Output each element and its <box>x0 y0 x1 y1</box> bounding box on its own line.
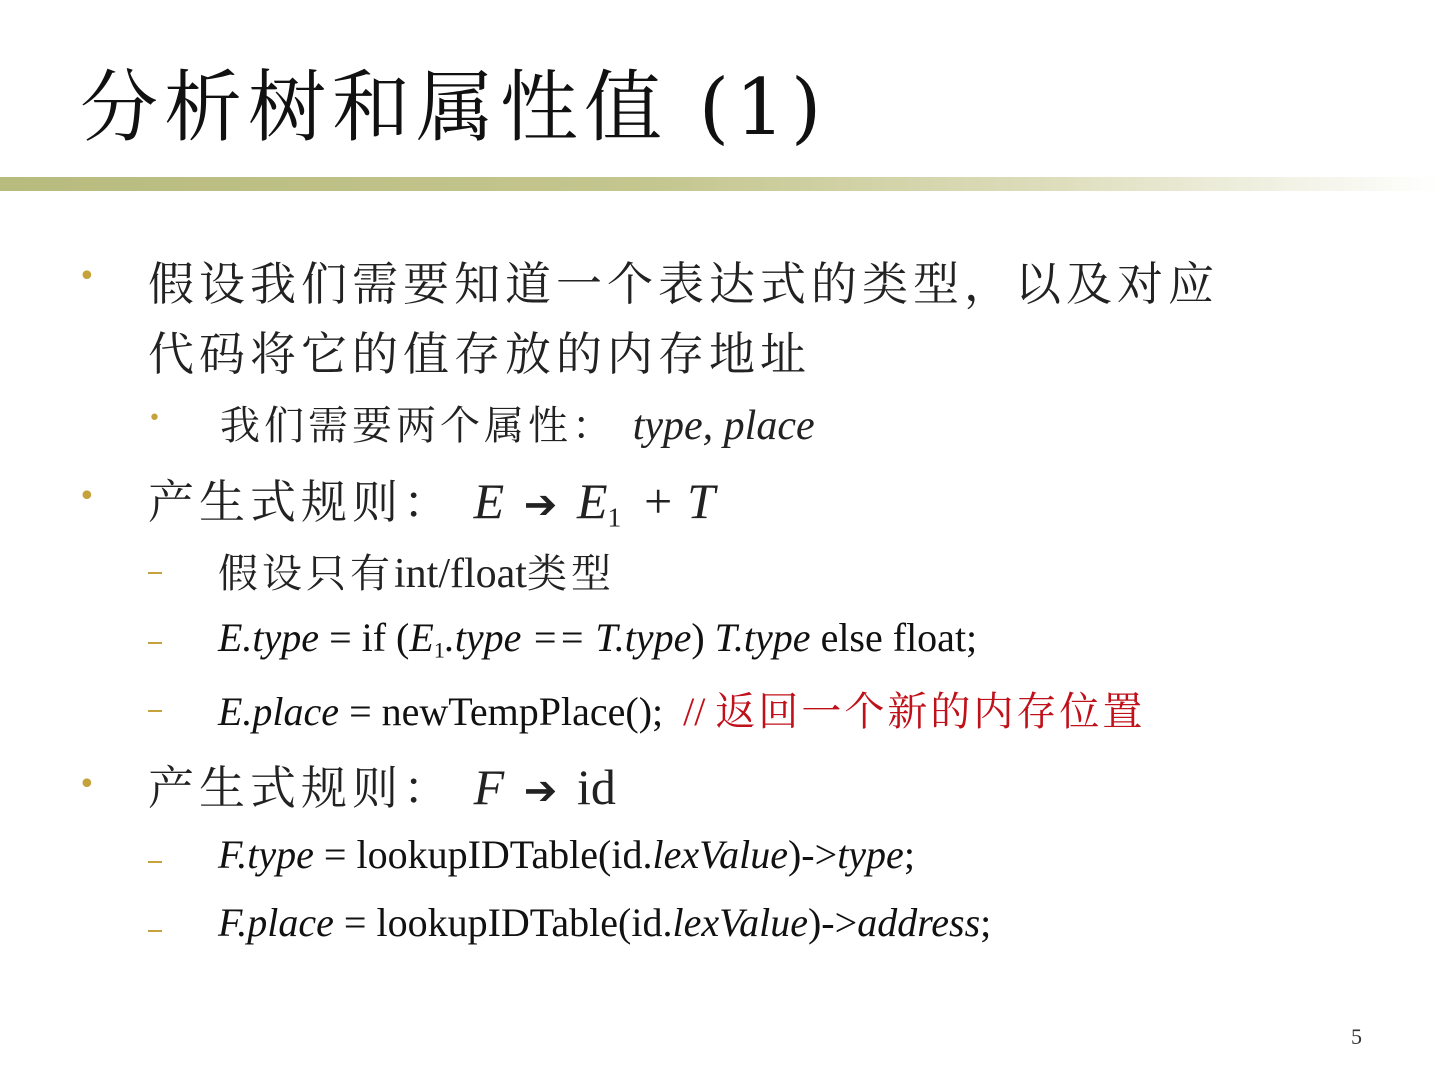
bullet-3-rule <box>148 752 616 818</box>
dash-marker <box>148 930 162 932</box>
rule-prefix: 产生式规则： <box>148 761 454 815</box>
comment-text: 返回一个新的内存位置 <box>715 689 1146 735</box>
bullet-2-dash-3: E.place = newTempPlace(); // 返回一个新的内存位置 <box>218 689 1146 735</box>
slide-title: 分析树和属性值 (1) <box>80 63 828 153</box>
arrow-icon: ➔ <box>523 768 558 813</box>
bullet-2-dash-2: E.type = if ($E_1.type$ == T.type) T.type else float; <box>218 615 978 663</box>
sub-bullet-cjk: 我们需要两个属性： <box>220 403 616 449</box>
attribute-names: type, place <box>632 403 815 449</box>
title-divider <box>0 177 1440 191</box>
bullet-dot: • <box>78 259 96 294</box>
dash-marker <box>148 572 162 574</box>
math-plus-T: + T <box>640 473 715 529</box>
bullet-dot: • <box>78 479 96 514</box>
math-E: E <box>473 473 505 529</box>
math-E1: $E_1$ <box>576 473 622 533</box>
arrow-icon: ➔ <box>523 482 558 527</box>
rule-prefix: 产生式规则： <box>148 475 454 529</box>
bullet-1-line-2: 代码将它的值存放的内存地址 <box>148 327 811 381</box>
sub-bullet-dot: • <box>148 406 161 431</box>
bullet-2-rule <box>148 466 715 532</box>
bullet-dot: • <box>78 767 96 802</box>
comment-slashes: // <box>683 689 716 734</box>
bullet-1-line-1: 假设我们需要知道一个表达式的类型，以及对应 <box>148 257 1219 311</box>
page-number: 5 <box>1351 1024 1362 1049</box>
dash-marker <box>148 861 162 863</box>
bullet-3-dash-2: F.place = lookupIDTable(id.lexValue)->address; <box>218 900 992 945</box>
math-F: F <box>473 759 505 815</box>
bullet-2-dash-1: 假设只有int/float类型 <box>218 551 615 597</box>
dash-marker <box>148 710 162 712</box>
math-id: id <box>576 759 616 815</box>
sub-bullet-attributes <box>220 394 815 451</box>
bullet-3-dash-1: F.type = lookupIDTable(id.lexValue)->type; <box>218 832 915 877</box>
dash-marker <box>148 642 162 644</box>
